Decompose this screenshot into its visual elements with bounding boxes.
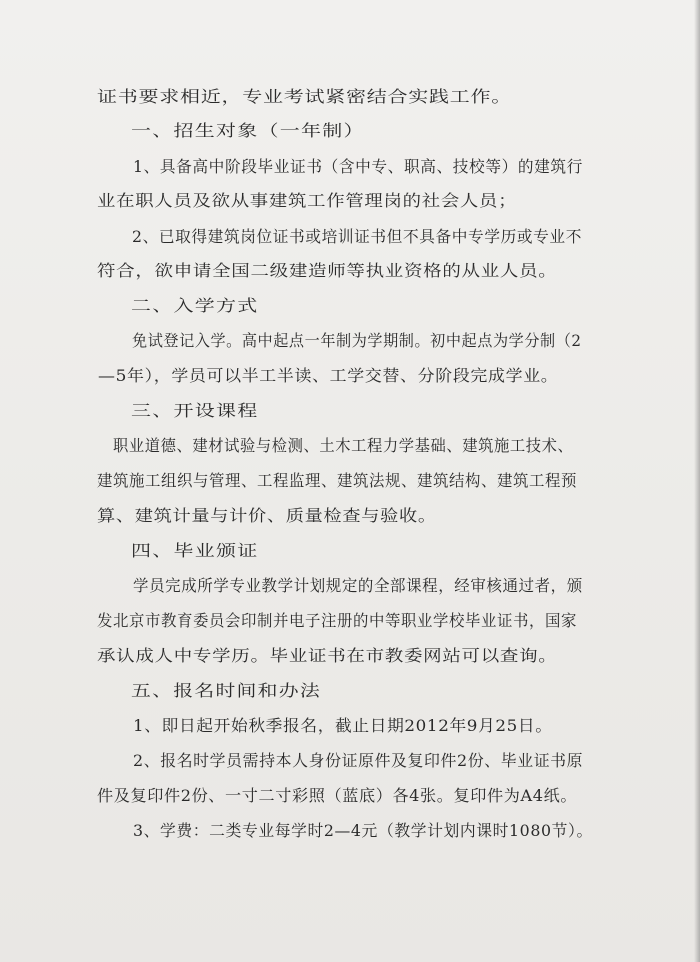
section-heading-enrollment-target: 一、招生对象（一年制）: [131, 121, 365, 140]
text-line: 免试登记入学。高中起点一年制为学期制。初中起点为学分制（2: [132, 331, 582, 350]
text-line: 证书要求相近，专业考试紧密结合实践工作。: [97, 87, 513, 106]
text-line: 1、具备高中阶段毕业证书（含中专、职高、技校等）的建筑行: [133, 157, 583, 176]
scan-edge-shadow: [694, 0, 700, 962]
text-line: 2、已取得建筑岗位证书或培训证书但不具备中专学历或专业不: [132, 227, 582, 246]
text-line: 发北京市教育委员会印制并电子注册的中等职业学校毕业证书，国家: [97, 611, 578, 630]
text-line: 业在职人员及欲从事建筑工作管理岗的社会人员；: [97, 191, 518, 210]
text-line: 3、学费：二类专业每学时2—4元（教学计划内课时1080节）。: [133, 821, 593, 840]
text-line: 件及复印件2份、一寸二寸彩照（蓝底）各4张。复印件为A4纸。: [97, 786, 578, 805]
text-line: 建筑施工组织与管理、工程监理、建筑法规、建筑结构、建筑工程预: [97, 471, 578, 490]
text-line: 学员完成所学专业教学计划规定的全部课程，经审核通过者，颁: [133, 576, 583, 595]
text-line: 2、报名时学员需持本人身份证原件及复印件2份、毕业证书原: [133, 751, 584, 770]
text-line: 承认成人中专学历。毕业证书在市教委网站可以查询。: [97, 646, 558, 665]
section-heading-graduation-certificate: 四、毕业颁证: [131, 541, 259, 560]
text-line: 算、建筑计量与计价、质量检查与验收。: [97, 506, 437, 525]
section-heading-registration: 五、报名时间和办法: [131, 681, 322, 700]
text-line: 1、即日起开始秋季报名，截止日期2012年9月25日。: [133, 716, 553, 735]
text-line: —5年），学员可以半工半读、工学交替、分阶段完成学业。: [98, 366, 559, 385]
text-line: 职业道德、建材试验与检测、土木工程力学基础、建筑施工技术、: [113, 436, 574, 455]
text-line: 符合，欲申请全国二级建造师等执业资格的从业人员。: [97, 261, 558, 280]
section-heading-courses: 三、开设课程: [131, 401, 259, 420]
section-heading-admission-method: 二、入学方式: [131, 296, 259, 315]
